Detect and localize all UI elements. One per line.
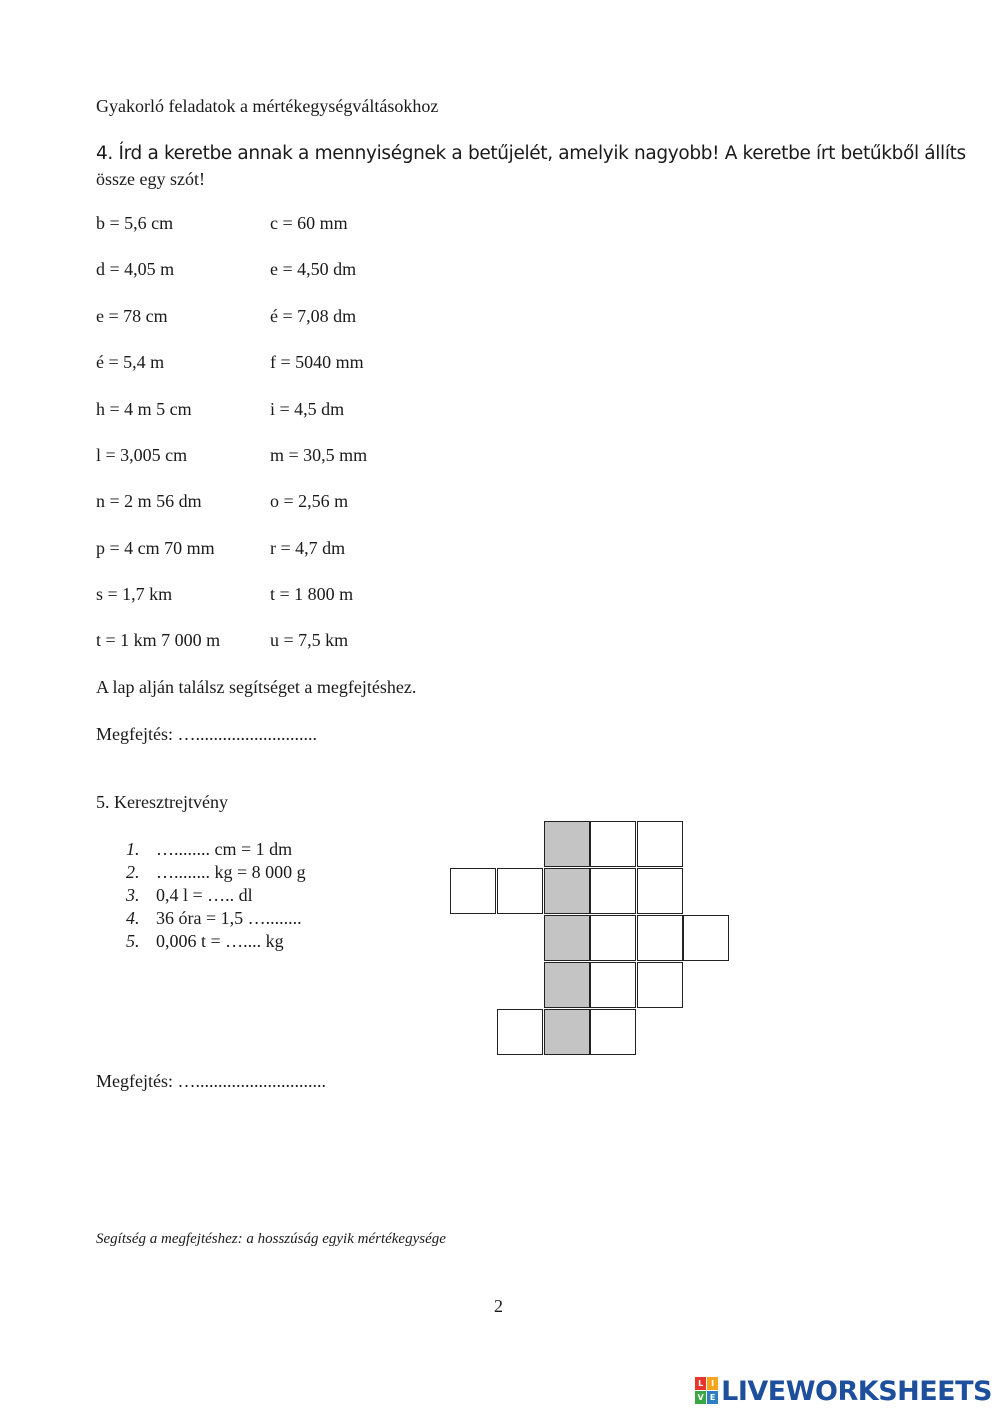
crossword-cell[interactable] — [590, 1009, 636, 1055]
logo-block: L — [695, 1377, 706, 1390]
logo-text: LIVEWORKSHEETS — [721, 1375, 992, 1407]
task4-instruction-line1: 4. Írd a keretbe annak a mennyiségnek a betűjelét, amelyik nagyobb! A keretbe írt betűkből állíts — [96, 143, 966, 164]
logo-block: I — [707, 1377, 718, 1390]
clue-number: 2. — [126, 862, 140, 882]
page-number: 2 — [494, 1296, 503, 1316]
crossword-cell[interactable] — [683, 915, 729, 961]
pair-left: h = 4 m 5 cm — [96, 399, 192, 419]
logo-block: V — [695, 1391, 706, 1404]
clue-number: 4. — [126, 908, 140, 928]
clue-text: 0,006 t = ….... kg — [156, 931, 284, 951]
clue-number: 1. — [126, 839, 140, 859]
crossword-cell-solution[interactable] — [544, 821, 590, 867]
crossword-cell-solution[interactable] — [544, 962, 590, 1008]
logo-blocks-icon — [695, 1377, 719, 1405]
help-text: A lap alján találsz segítséget a megfejtéshez. — [96, 677, 417, 697]
pair-left: t = 1 km 7 000 m — [96, 630, 221, 650]
clue-number: 5. — [126, 931, 140, 951]
pair-right: u = 7,5 km — [270, 630, 349, 650]
pair-right: c = 60 mm — [270, 213, 348, 233]
crossword-cell[interactable] — [450, 868, 496, 914]
task5-title: 5. Keresztrejtvény — [96, 792, 228, 812]
clue-text: 0,4 l = ….. dl — [156, 885, 253, 905]
pair-right: m = 30,5 mm — [270, 445, 368, 465]
pair-right: o = 2,56 m — [270, 491, 349, 511]
clue-text: …........ kg = 8 000 g — [156, 862, 306, 882]
crossword-cell-solution[interactable] — [544, 868, 590, 914]
page-title: Gyakorló feladatok a mértékegységváltásokhoz — [96, 96, 439, 116]
crossword-cell[interactable] — [497, 1009, 543, 1055]
pair-left: d = 4,05 m — [96, 259, 175, 279]
pair-left: l = 3,005 cm — [96, 445, 188, 465]
pair-left: n = 2 m 56 dm — [96, 491, 202, 511]
pair-right: e = 4,50 dm — [270, 259, 357, 279]
crossword-cell[interactable] — [497, 868, 543, 914]
crossword-cell[interactable] — [637, 868, 683, 914]
solution-hint: Segítség a megfejtéshez: a hosszúság egyik mértékegysége — [96, 1231, 446, 1247]
pair-left: é = 5,4 m — [96, 352, 165, 372]
pair-right: é = 7,08 dm — [270, 306, 357, 326]
crossword-cell-solution[interactable] — [544, 915, 590, 961]
pair-right: t = 1 800 m — [270, 584, 354, 604]
crossword-cell[interactable] — [637, 962, 683, 1008]
clue-text: 36 óra = 1,5 …........ — [156, 908, 302, 928]
task5-solution-label: Megfejtés: …............................. — [96, 1071, 326, 1091]
crossword-cell[interactable] — [590, 821, 636, 867]
pair-right: f = 5040 mm — [270, 352, 364, 372]
task4-instruction-line2: össze egy szót! — [96, 169, 205, 189]
logo-block: E — [707, 1391, 718, 1404]
pair-left: s = 1,7 km — [96, 584, 173, 604]
crossword-cell[interactable] — [590, 915, 636, 961]
pair-right: i = 4,5 dm — [270, 399, 345, 419]
crossword-cell-solution[interactable] — [544, 1009, 590, 1055]
crossword-cell[interactable] — [637, 821, 683, 867]
pair-right: r = 4,7 dm — [270, 538, 346, 558]
liveworksheets-logo — [695, 1374, 992, 1408]
crossword-cell[interactable] — [637, 915, 683, 961]
task4-solution-label: Megfejtés: …........................... — [96, 724, 317, 744]
crossword-cell[interactable] — [590, 868, 636, 914]
crossword-cell[interactable] — [590, 962, 636, 1008]
pair-left: e = 78 cm — [96, 306, 168, 326]
clue-number: 3. — [126, 885, 140, 905]
pair-left: p = 4 cm 70 mm — [96, 538, 215, 558]
pair-left: b = 5,6 cm — [96, 213, 174, 233]
clue-text: …........ cm = 1 dm — [156, 839, 293, 859]
